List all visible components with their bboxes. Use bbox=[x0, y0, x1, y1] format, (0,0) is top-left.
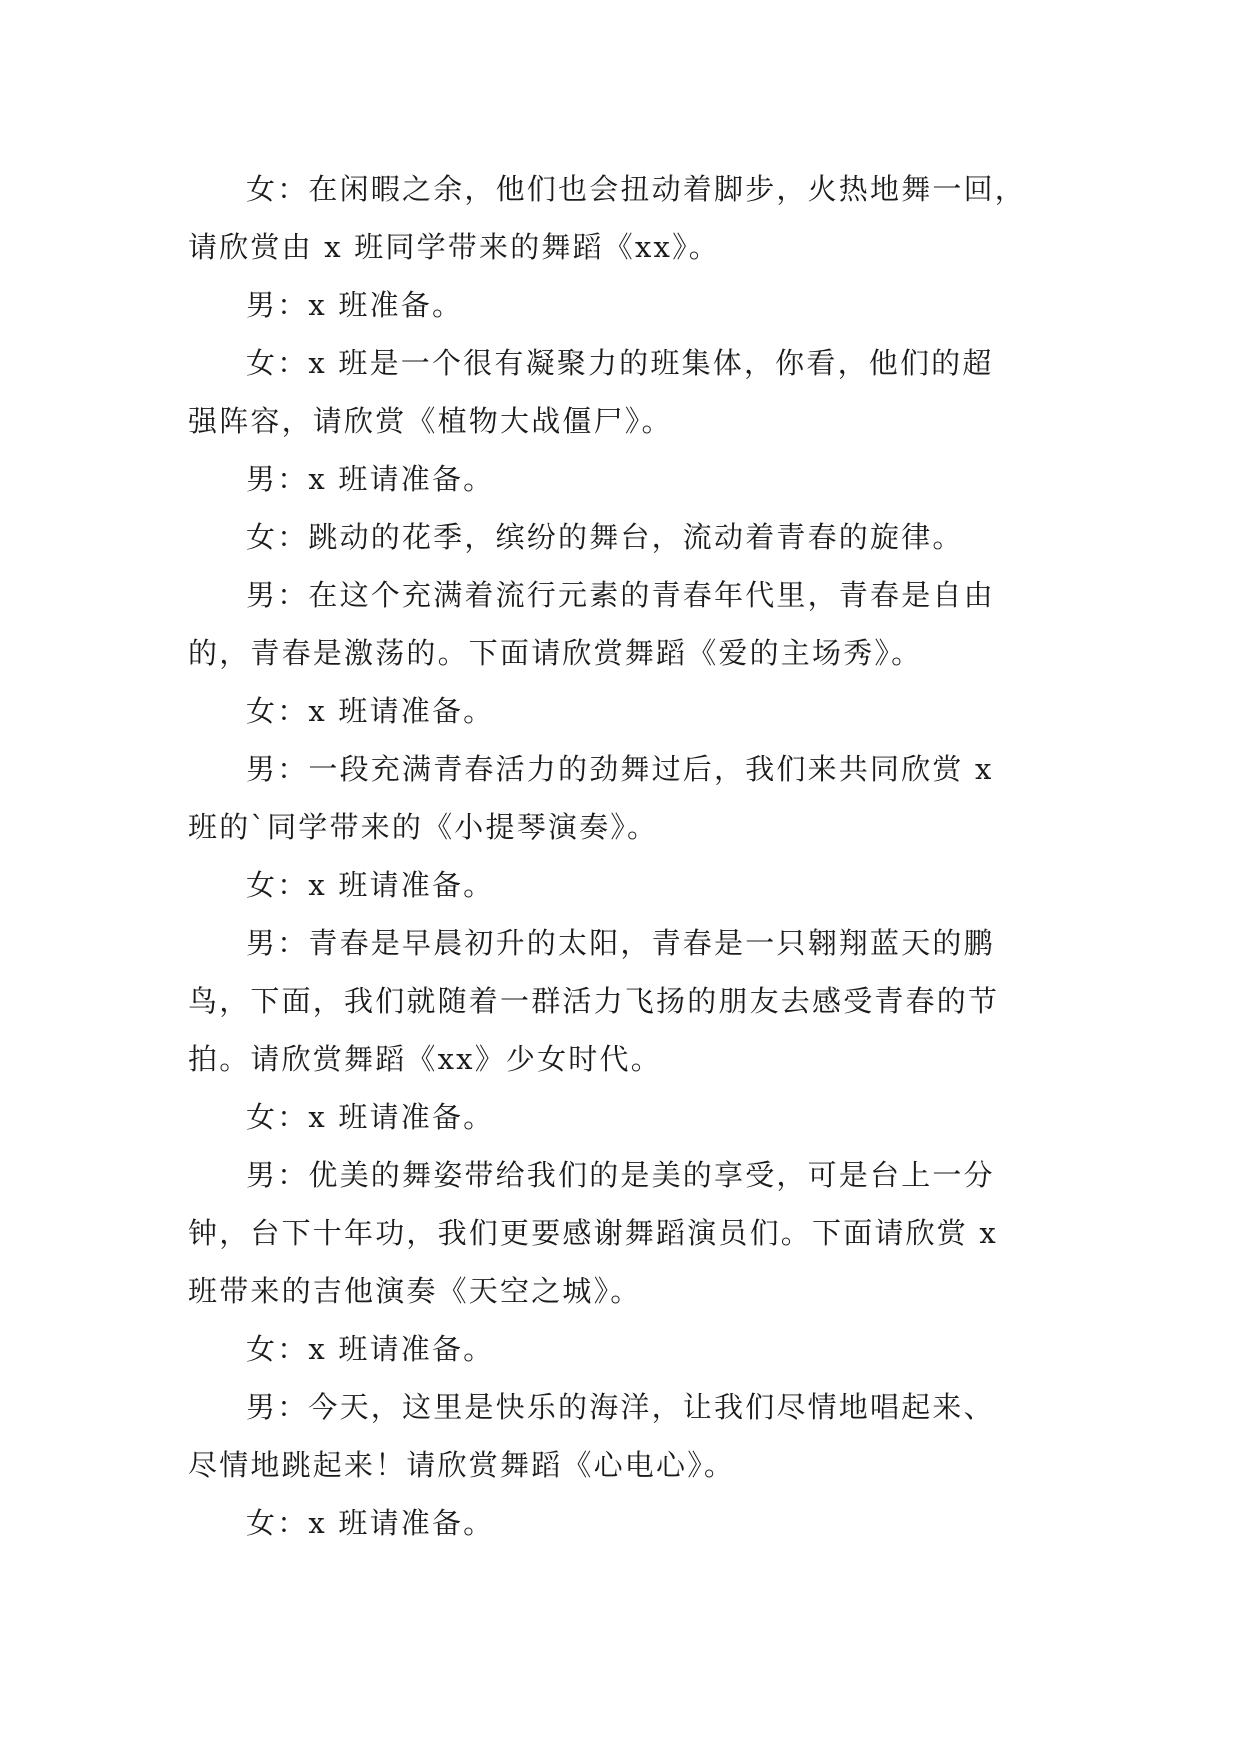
text-line: 的，青春是激荡的。下面请欣赏舞蹈《爱的主场秀》。 bbox=[188, 636, 923, 670]
text-line: 女：x 班请准备。 bbox=[246, 868, 495, 902]
text-line: 女：x 班是一个很有凝聚力的班集体，你看，他们的超 bbox=[246, 346, 994, 380]
text-line: 女：x 班请准备。 bbox=[246, 1100, 495, 1134]
document-body bbox=[188, 160, 1060, 1552]
text-line: 女：x 班请准备。 bbox=[246, 1506, 495, 1540]
paragraph bbox=[188, 1146, 1060, 1320]
text-line: 班的`同学带来的《小提琴演奏》。 bbox=[188, 810, 659, 844]
paragraph bbox=[188, 1378, 1060, 1494]
text-line: 男：x 班请准备。 bbox=[246, 462, 495, 496]
paragraph bbox=[188, 682, 1060, 740]
paragraph bbox=[188, 740, 1060, 856]
text-line: 男：x 班准备。 bbox=[246, 288, 464, 322]
paragraph bbox=[188, 160, 1060, 276]
text-line: 尽情地跳起来！请欣赏舞蹈《心电心》。 bbox=[188, 1448, 736, 1482]
text-line: 男：青春是早晨初升的太阳，青春是一只翱翔蓝天的鹏 bbox=[246, 926, 995, 960]
text-line: 强阵容，请欣赏《植物大战僵尸》。 bbox=[188, 404, 673, 438]
text-line: 鸟，下面，我们就随着一群活力飞扬的朋友去感受青春的节 bbox=[188, 984, 1000, 1018]
text-line: 请欣赏由 x 班同学带来的舞蹈《xx》。 bbox=[188, 230, 721, 264]
paragraph bbox=[188, 334, 1060, 450]
paragraph bbox=[188, 1320, 1060, 1378]
text-line: 男：优美的舞姿带给我们的是美的享受，可是台上一分 bbox=[246, 1158, 995, 1192]
text-line: 男：一段充满青春活力的劲舞过后，我们来共同欣赏 x bbox=[246, 752, 994, 786]
text-line: 男：在这个充满着流行元素的青春年代里，青春是自由 bbox=[246, 578, 995, 612]
text-line: 男：今天，这里是快乐的海洋，让我们尽情地唱起来、 bbox=[246, 1390, 995, 1424]
paragraph bbox=[188, 856, 1060, 914]
paragraph bbox=[188, 508, 1060, 566]
paragraph bbox=[188, 1088, 1060, 1146]
text-line: 钟，台下十年功，我们更要感谢舞蹈演员们。下面请欣赏 x bbox=[188, 1216, 998, 1250]
text-line: 女：x 班请准备。 bbox=[246, 694, 495, 728]
paragraph bbox=[188, 914, 1060, 1088]
text-line: 女：x 班请准备。 bbox=[246, 1332, 495, 1366]
text-line: 女：跳动的花季，缤纷的舞台，流动着青春的旋律。 bbox=[246, 520, 964, 554]
text-line: 拍。请欣赏舞蹈《xx》少女时代。 bbox=[188, 1042, 662, 1076]
text-line: 女：在闲暇之余，他们也会扭动着脚步，火热地舞一回， bbox=[246, 172, 1027, 206]
paragraph bbox=[188, 1494, 1060, 1552]
paragraph bbox=[188, 566, 1060, 682]
paragraph bbox=[188, 276, 1060, 334]
paragraph bbox=[188, 450, 1060, 508]
text-line: 班带来的吉他演奏《天空之城》。 bbox=[188, 1274, 642, 1308]
